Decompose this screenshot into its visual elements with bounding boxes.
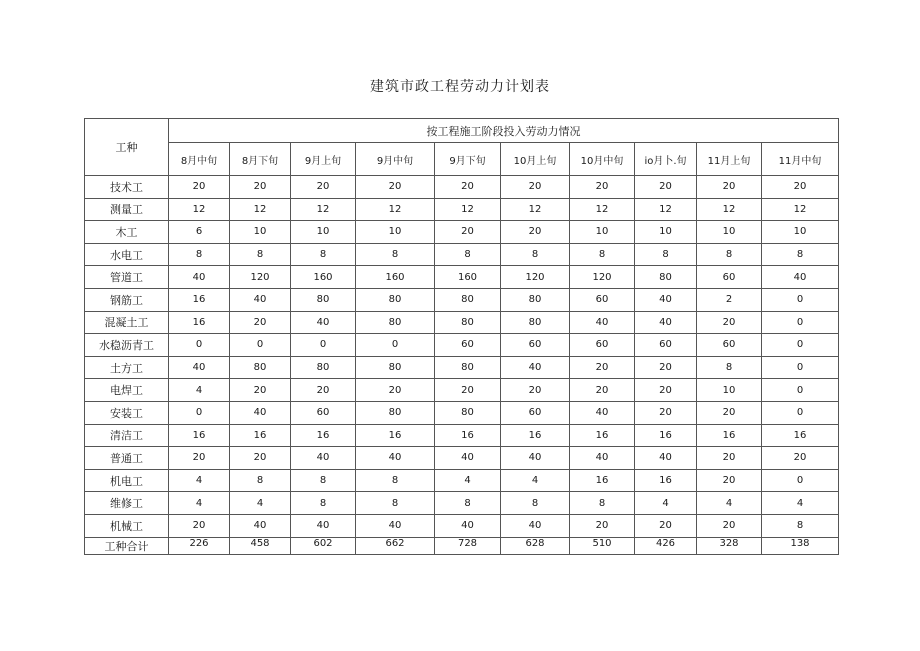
labor-count-cell: 16 (169, 288, 230, 311)
labor-count-cell: 12 (169, 198, 230, 221)
labor-count-cell: 8 (697, 243, 762, 266)
labor-count-cell: 20 (169, 514, 230, 537)
labor-count-cell: 20 (356, 176, 435, 199)
labor-count-cell: 728 (435, 537, 501, 554)
labor-count-cell: 80 (291, 288, 356, 311)
worktype-name: 安装工 (85, 401, 169, 424)
labor-count-cell: 0 (169, 401, 230, 424)
labor-count-cell: 40 (570, 401, 635, 424)
labor-count-cell: 0 (762, 334, 839, 357)
labor-count-cell: 80 (356, 311, 435, 334)
labor-count-cell: 80 (635, 266, 697, 289)
labor-count-cell: 4 (169, 469, 230, 492)
labor-count-cell: 20 (501, 379, 570, 402)
labor-count-cell: 10 (356, 221, 435, 244)
labor-count-cell: 20 (435, 176, 501, 199)
worktype-name: 清洁工 (85, 424, 169, 447)
labor-count-cell: 328 (697, 537, 762, 554)
worktype-name: 钢筋工 (85, 288, 169, 311)
labor-count-cell: 16 (501, 424, 570, 447)
labor-count-cell: 8 (291, 243, 356, 266)
labor-count-cell: 16 (635, 469, 697, 492)
table-row (85, 379, 839, 402)
period-header: io月卜.旬 (635, 143, 697, 176)
table-row (85, 334, 839, 357)
labor-count-cell: 20 (762, 447, 839, 470)
table-row (85, 176, 839, 199)
labor-count-cell: 60 (435, 334, 501, 357)
labor-count-cell: 20 (635, 401, 697, 424)
labor-count-cell: 40 (230, 288, 291, 311)
worktype-name: 工种合计 (85, 537, 169, 554)
labor-count-cell: 4 (635, 492, 697, 515)
labor-count-cell: 0 (762, 401, 839, 424)
labor-count-cell: 8 (356, 492, 435, 515)
labor-count-cell: 10 (570, 221, 635, 244)
labor-count-cell: 20 (635, 379, 697, 402)
labor-count-cell: 20 (570, 514, 635, 537)
labor-count-cell: 60 (570, 288, 635, 311)
labor-count-cell: 0 (762, 379, 839, 402)
period-header: 10月上旬 (501, 143, 570, 176)
labor-count-cell: 60 (570, 334, 635, 357)
labor-count-cell: 20 (697, 401, 762, 424)
labor-count-cell: 12 (697, 198, 762, 221)
labor-count-cell: 40 (570, 447, 635, 470)
labor-count-cell: 20 (356, 379, 435, 402)
labor-count-cell: 120 (570, 266, 635, 289)
labor-count-cell: 40 (435, 447, 501, 470)
labor-count-cell: 20 (570, 379, 635, 402)
worktype-name: 技术工 (85, 176, 169, 199)
labor-count-cell: 8 (501, 243, 570, 266)
labor-count-cell: 0 (169, 334, 230, 357)
labor-count-cell: 80 (356, 356, 435, 379)
labor-count-cell: 20 (570, 356, 635, 379)
labor-count-cell: 0 (762, 288, 839, 311)
period-header: 9月下旬 (435, 143, 501, 176)
labor-count-cell: 160 (356, 266, 435, 289)
labor-count-cell: 12 (762, 198, 839, 221)
labor-count-cell: 20 (697, 447, 762, 470)
labor-count-cell: 60 (697, 334, 762, 357)
labor-count-cell: 20 (230, 176, 291, 199)
labor-count-cell: 40 (169, 266, 230, 289)
labor-count-cell: 628 (501, 537, 570, 554)
labor-count-cell: 160 (291, 266, 356, 289)
labor-count-cell: 40 (291, 447, 356, 470)
labor-count-cell: 8 (291, 492, 356, 515)
labor-count-cell: 40 (570, 311, 635, 334)
labor-count-cell: 4 (169, 379, 230, 402)
worktype-name: 水电工 (85, 243, 169, 266)
labor-count-cell: 0 (230, 334, 291, 357)
period-header-row (85, 143, 839, 176)
labor-count-cell: 16 (635, 424, 697, 447)
worktype-name: 土方工 (85, 356, 169, 379)
labor-count-cell: 16 (230, 424, 291, 447)
labor-count-cell: 20 (435, 221, 501, 244)
labor-count-cell: 10 (230, 221, 291, 244)
worktype-header: 工种 (85, 119, 169, 176)
labor-count-cell: 20 (169, 447, 230, 470)
table-row (85, 221, 839, 244)
labor-count-cell: 60 (291, 401, 356, 424)
labor-count-cell: 80 (230, 356, 291, 379)
labor-count-cell: 12 (291, 198, 356, 221)
labor-count-cell: 16 (697, 424, 762, 447)
labor-count-cell: 20 (570, 176, 635, 199)
labor-count-cell: 0 (291, 334, 356, 357)
labor-count-cell: 20 (230, 447, 291, 470)
labor-count-cell: 40 (356, 447, 435, 470)
labor-count-cell: 40 (291, 514, 356, 537)
labor-count-cell: 8 (501, 492, 570, 515)
labor-count-cell: 12 (501, 198, 570, 221)
labor-count-cell: 20 (697, 176, 762, 199)
labor-count-cell: 8 (435, 492, 501, 515)
labor-count-cell: 40 (762, 266, 839, 289)
labor-count-cell: 20 (697, 311, 762, 334)
labor-count-cell: 80 (435, 401, 501, 424)
labor-count-cell: 20 (169, 176, 230, 199)
labor-count-cell: 8 (762, 243, 839, 266)
group-header: 按工程施工阶段投入劳动力情况 (169, 119, 839, 143)
labor-count-cell: 4 (230, 492, 291, 515)
labor-count-cell: 16 (570, 424, 635, 447)
labor-count-cell: 16 (291, 424, 356, 447)
labor-count-cell: 602 (291, 537, 356, 554)
period-header: 8月下旬 (230, 143, 291, 176)
labor-count-cell: 20 (635, 356, 697, 379)
labor-count-cell: 662 (356, 537, 435, 554)
labor-count-cell: 12 (570, 198, 635, 221)
labor-count-cell: 40 (635, 288, 697, 311)
labor-count-cell: 10 (762, 221, 839, 244)
table-row (85, 492, 839, 515)
period-header: 10月中旬 (570, 143, 635, 176)
labor-count-cell: 80 (435, 356, 501, 379)
labor-count-cell: 4 (435, 469, 501, 492)
table-row (85, 243, 839, 266)
labor-count-cell: 20 (230, 311, 291, 334)
labor-count-cell: 40 (230, 401, 291, 424)
labor-count-cell: 80 (435, 311, 501, 334)
labor-count-cell: 80 (356, 401, 435, 424)
labor-count-cell: 16 (169, 424, 230, 447)
labor-count-cell: 20 (501, 221, 570, 244)
table-row (85, 266, 839, 289)
labor-count-cell: 8 (356, 243, 435, 266)
labor-count-cell: 226 (169, 537, 230, 554)
labor-plan-table (84, 118, 839, 555)
labor-count-cell: 138 (762, 537, 839, 554)
labor-count-cell: 16 (762, 424, 839, 447)
labor-count-cell: 80 (435, 288, 501, 311)
labor-count-cell: 12 (230, 198, 291, 221)
labor-count-cell: 40 (501, 447, 570, 470)
labor-count-cell: 80 (501, 311, 570, 334)
labor-count-cell: 60 (501, 401, 570, 424)
labor-count-cell: 4 (697, 492, 762, 515)
labor-count-cell: 12 (435, 198, 501, 221)
labor-count-cell: 6 (169, 221, 230, 244)
labor-count-cell: 40 (501, 356, 570, 379)
labor-count-cell: 16 (169, 311, 230, 334)
labor-count-cell: 40 (635, 447, 697, 470)
labor-count-cell: 510 (570, 537, 635, 554)
labor-count-cell: 20 (697, 469, 762, 492)
labor-count-cell: 20 (291, 379, 356, 402)
labor-count-cell: 16 (356, 424, 435, 447)
labor-count-cell: 12 (635, 198, 697, 221)
labor-count-cell: 60 (697, 266, 762, 289)
labor-count-cell: 8 (356, 469, 435, 492)
labor-count-cell: 8 (169, 243, 230, 266)
labor-count-cell: 60 (635, 334, 697, 357)
table-row (85, 356, 839, 379)
labor-count-cell: 8 (230, 243, 291, 266)
labor-count-cell: 120 (230, 266, 291, 289)
worktype-name: 机电工 (85, 469, 169, 492)
period-header: 11月上旬 (697, 143, 762, 176)
labor-count-cell: 8 (230, 469, 291, 492)
table-row (85, 424, 839, 447)
labor-count-cell: 8 (697, 356, 762, 379)
total-row (85, 537, 839, 554)
labor-count-cell: 80 (291, 356, 356, 379)
worktype-name: 水稳沥青工 (85, 334, 169, 357)
labor-count-cell: 40 (230, 514, 291, 537)
labor-count-cell: 8 (635, 243, 697, 266)
worktype-name: 管道工 (85, 266, 169, 289)
labor-count-cell: 40 (356, 514, 435, 537)
worktype-name: 普通工 (85, 447, 169, 470)
period-header: 11月中旬 (762, 143, 839, 176)
labor-count-cell: 4 (501, 469, 570, 492)
labor-count-cell: 0 (762, 469, 839, 492)
period-header: 9月上旬 (291, 143, 356, 176)
labor-count-cell: 0 (762, 311, 839, 334)
period-header: 8月中旬 (169, 143, 230, 176)
page-title: 建筑市政工程劳动力计划表 (370, 79, 550, 95)
period-header: 9月中旬 (356, 143, 435, 176)
worktype-name: 测量工 (85, 198, 169, 221)
labor-count-cell: 20 (635, 514, 697, 537)
labor-count-cell: 40 (635, 311, 697, 334)
table-row (85, 469, 839, 492)
labor-count-cell: 8 (435, 243, 501, 266)
table-row (85, 447, 839, 470)
labor-count-cell: 426 (635, 537, 697, 554)
table-row (85, 288, 839, 311)
labor-count-cell: 12 (356, 198, 435, 221)
labor-count-cell: 60 (501, 334, 570, 357)
labor-count-cell: 20 (435, 379, 501, 402)
worktype-name: 电焊工 (85, 379, 169, 402)
labor-count-cell: 20 (291, 176, 356, 199)
labor-count-cell: 40 (169, 356, 230, 379)
labor-count-cell: 20 (501, 176, 570, 199)
labor-count-cell: 160 (435, 266, 501, 289)
labor-count-cell: 2 (697, 288, 762, 311)
labor-count-cell: 8 (291, 469, 356, 492)
labor-count-cell: 40 (435, 514, 501, 537)
labor-count-cell: 16 (570, 469, 635, 492)
labor-count-cell: 8 (570, 492, 635, 515)
labor-count-cell: 20 (230, 379, 291, 402)
table-row (85, 198, 839, 221)
labor-count-cell: 10 (697, 221, 762, 244)
labor-count-cell: 4 (169, 492, 230, 515)
worktype-name: 机械工 (85, 514, 169, 537)
table-row (85, 514, 839, 537)
labor-count-cell: 80 (501, 288, 570, 311)
table-row (85, 311, 839, 334)
worktype-name: 木工 (85, 221, 169, 244)
labor-count-cell: 40 (501, 514, 570, 537)
labor-count-cell: 0 (762, 356, 839, 379)
labor-count-cell: 458 (230, 537, 291, 554)
labor-count-cell: 10 (697, 379, 762, 402)
labor-count-cell: 8 (762, 514, 839, 537)
table-body (85, 176, 839, 555)
labor-count-cell: 20 (762, 176, 839, 199)
worktype-name: 混凝土工 (85, 311, 169, 334)
labor-count-cell: 16 (435, 424, 501, 447)
labor-count-cell: 4 (762, 492, 839, 515)
labor-count-cell: 20 (697, 514, 762, 537)
worktype-name: 维修工 (85, 492, 169, 515)
labor-count-cell: 0 (356, 334, 435, 357)
labor-count-cell: 80 (356, 288, 435, 311)
labor-count-cell: 120 (501, 266, 570, 289)
labor-count-cell: 8 (570, 243, 635, 266)
labor-count-cell: 20 (635, 176, 697, 199)
labor-count-cell: 40 (291, 311, 356, 334)
labor-count-cell: 10 (291, 221, 356, 244)
table-row (85, 401, 839, 424)
labor-count-cell: 10 (635, 221, 697, 244)
